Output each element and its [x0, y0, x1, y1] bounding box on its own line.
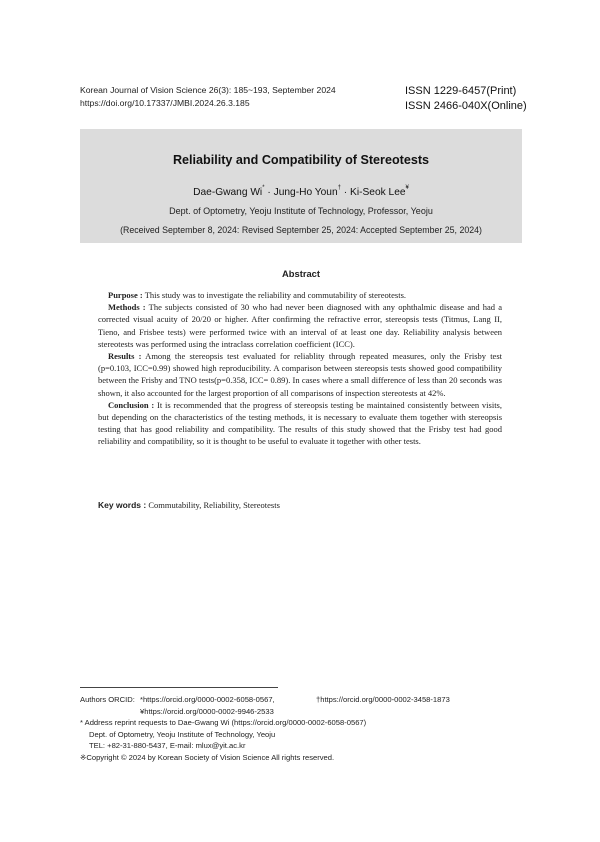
purpose-text: This study was to investigate the reliability and commutability of stereotests. — [142, 290, 407, 300]
issn-print: ISSN 1229-6457(Print) — [405, 85, 517, 97]
abstract-conclusion — [98, 399, 502, 448]
issn-online: ISSN 2466-040X(Online) — [405, 100, 527, 112]
author-line — [80, 187, 522, 198]
author-separator: · — [264, 187, 274, 198]
orcid-line-2 — [80, 706, 520, 718]
affiliation: Dept. of Optometry, Yeoju Institute of Technology, Professor, Yeoju — [169, 206, 433, 216]
abstract-results — [98, 350, 502, 399]
methods-text: The subjects consisted of 30 who had never been diagnosed with any ophthalmic disease and had a corrected visual acuity of 20/20 or higher. After confirming the refractive error, stereopsis tests (Titmus, Lang II, Tieno, and Frisbee tests) were performed twice with an interval of at least one day. Reliability analysis between stereotests was performed using the intraclass correlation coefficient (ICC). — [98, 302, 502, 349]
footnotes — [80, 694, 520, 764]
orcid-line-1 — [80, 694, 520, 706]
reprint-request: * Address reprint requests to Dae-Gwang Wi (https://orcid.org/0000-0002-6058-0567) — [80, 718, 367, 728]
copyright-notice: ※Copyright © 2024 by Korean Society of Vision Science All rights reserved. — [80, 752, 335, 762]
orcid-link-3[interactable]: ¥https://orcid.org/0000-0002-9946-2533 — [140, 706, 274, 716]
conclusion-text: It is recommended that the progress of stereopsis testing be maintained consistently between visits, but depending on the characteristics of the testing methods, it is necessary to evaluate them together with stereopsis testing that has good reliability and compatibility. The results of this study showed that the Frisby test had good reliability and compatibility, so it is thought to be useful to evaluate it together with other tests. — [98, 399, 502, 447]
abstract-body — [98, 289, 502, 448]
author-2-mark: † — [337, 185, 341, 191]
keywords-label: Key words : — [98, 500, 147, 510]
title-box — [80, 129, 522, 243]
keywords — [98, 500, 280, 510]
paper-title: Reliability and Compatibility of Stereotests — [172, 153, 430, 167]
corresponding-contact: TEL: +82-31-880-5437, E-mail: mlux@yit.ac.kr — [89, 741, 246, 751]
conclusion-label: Conclusion : — [108, 399, 155, 410]
author-separator: · — [340, 187, 351, 198]
purpose-label: Purpose : — [108, 290, 143, 300]
footnote-divider — [80, 687, 278, 688]
orcid-link-1[interactable]: *https://orcid.org/0000-0002-6058-0567, — [140, 695, 275, 704]
orcid-link-2[interactable]: †https://orcid.org/0000-0002-3458-1873 — [316, 695, 450, 704]
author-2: Jung-Ho Youn — [273, 187, 338, 198]
author-1: Dae-Gwang Wi — [193, 187, 263, 198]
author-3: Ki-Seok Lee — [350, 187, 406, 198]
submission-dates: (Received September 8, 2024: Revised September 25, 2024: Accepted September 25, 2024) — [120, 225, 482, 235]
results-text: Among the stereopsis test evaluated for reliablity through repeated measures, only the Frisby test (p=0.103, ICC=0.99) showed high reproducibility. A comparison between stereopsis tests showed good compatibility between the Frisby and TNO tests(p=0.358, ICC= 0.89). In cases where a small difference of less than 20 seconds was shown, it also accounted for the largest proportion of all comparisons of inspection stereotests at 42%. — [98, 351, 502, 398]
corresponding-dept: Dept. of Optometry, Yeoju Institute of Technology, Yeoju — [89, 729, 276, 739]
author-1-mark: * — [262, 185, 265, 191]
results-label: Results : — [108, 351, 142, 362]
abstract-purpose — [98, 289, 502, 301]
methods-label: Methods : — [108, 302, 146, 313]
abstract-heading: Abstract — [281, 268, 321, 279]
journal-header — [80, 84, 336, 110]
abstract-methods — [98, 301, 502, 350]
doi-link[interactable]: https://doi.org/10.17337/JMBI.2024.26.3.185 — [80, 98, 250, 108]
keywords-text: Commutability, Reliability, Stereotests — [146, 500, 280, 510]
orcid-label: Authors ORCID: — [80, 695, 135, 704]
issn-block — [405, 84, 527, 114]
author-3-mark: ¥ — [405, 185, 409, 191]
journal-citation: Korean Journal of Vision Science 26(3): 185~193, September 2024 — [80, 85, 336, 95]
